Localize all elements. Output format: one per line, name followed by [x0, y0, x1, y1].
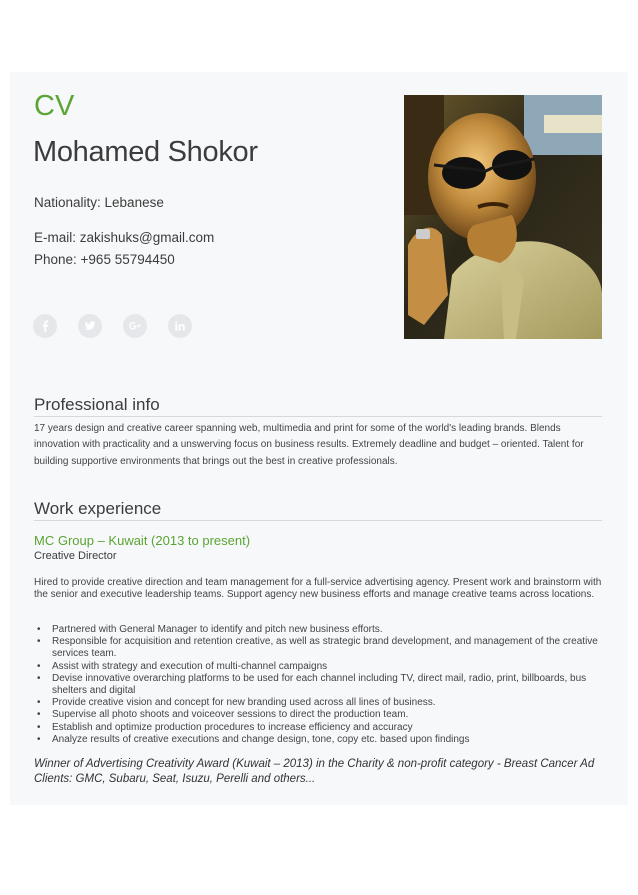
job-description: Hired to provide creative direction and team management for a full-service advertising agency. Present work and brainstorm with the senior and executive leadership teams. Support agency new business efforts and manage creative teams across locations. — [34, 577, 602, 601]
professional-info-title: Professional info — [34, 395, 160, 414]
list-item: • Devise innovative overarching platforms to be used for each channel including TV, direct mail, radio, print, billboards, bus shelters and digital — [34, 673, 599, 697]
nationality: Nationality: Lebanese — [34, 195, 164, 210]
award-note — [34, 757, 609, 786]
professional-info-text: 17 years design and creative career spanning web, multimedia and print for some of the world's leading brands. Blends innovation with practicality and a unswerving focus on business results. Extremely deadline and budget – oriented. Talent for building supportive environments that brings out the best in creative professionals. — [34, 423, 584, 467]
list-item: • Assist with strategy and execution of multi-channel campaigns — [34, 661, 599, 673]
divider — [34, 416, 602, 417]
twitter-icon[interactable] — [78, 314, 102, 338]
award-line: Winner of Advertising Creativity Award (Kuwait – 2013) in the Charity & non-profit category - Breast Cancer Ad — [34, 758, 595, 770]
job-title: MC Group – Kuwait (2013 to present) — [34, 533, 251, 548]
facebook-icon[interactable] — [33, 314, 57, 338]
phone: Phone: +965 55794450 — [34, 252, 175, 267]
linkedin-icon[interactable] — [168, 314, 192, 338]
profile-photo — [404, 95, 602, 339]
list-item: • Responsible for acquisition and retention creative, as well as strategic brand development, and management of the creative services team. — [34, 636, 599, 660]
list-item: • Establish and optimize production procedures to increase efficiency and accuracy — [34, 722, 599, 734]
social-links — [33, 314, 192, 338]
job-role: Creative Director — [34, 550, 117, 562]
cv-page — [10, 72, 628, 805]
list-item: • Supervise all photo shoots and voiceover sessions to direct the production team. — [34, 709, 599, 721]
person-name: Mohamed Shokor — [33, 136, 258, 168]
list-item: • Analyze results of creative executions and change design, tone, copy etc. based upon findings — [34, 734, 599, 746]
list-item: • Partnered with General Manager to identify and pitch new business efforts. — [34, 624, 599, 636]
google-plus-icon[interactable] — [123, 314, 147, 338]
clients-line: Clients: GMC, Subaru, Seat, Isuzu, Perelli and others... — [34, 772, 316, 785]
cv-label: CV — [34, 90, 75, 122]
list-item: • Provide creative vision and concept for new branding used across all lines of business. — [34, 697, 599, 709]
responsibilities-list — [34, 624, 599, 746]
email: E-mail: zakishuks@gmail.com — [34, 230, 215, 245]
divider — [34, 520, 602, 521]
work-experience-title: Work experience — [34, 499, 162, 518]
